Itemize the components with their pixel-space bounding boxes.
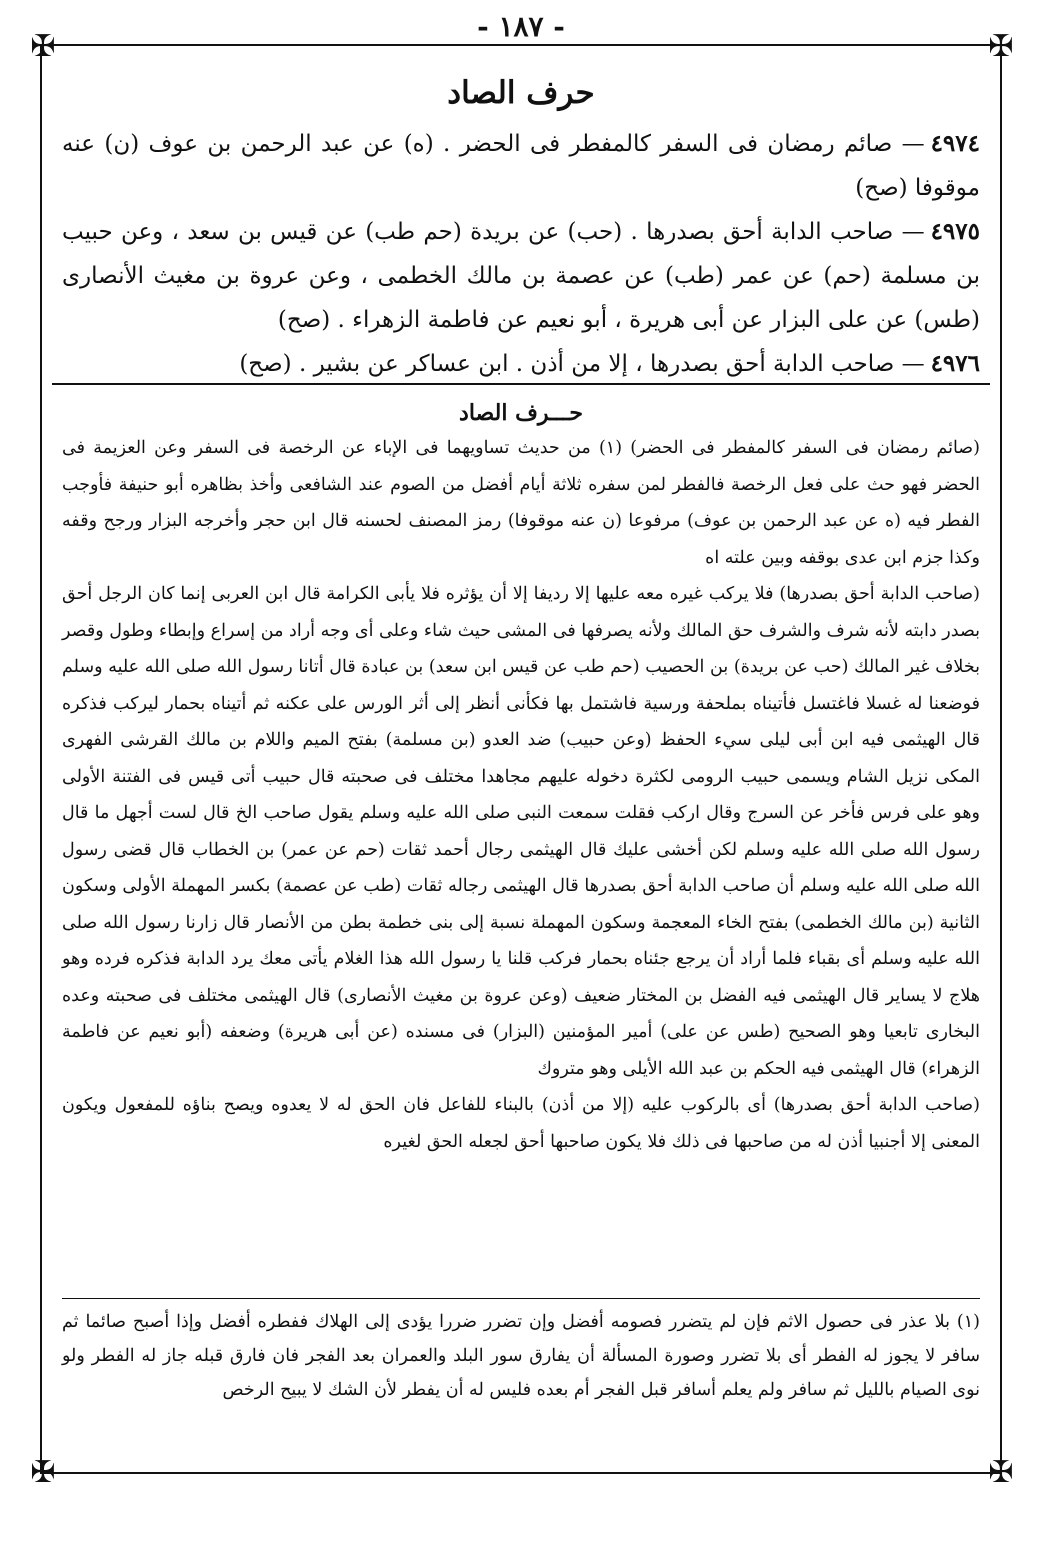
frame-top-line [40, 44, 1002, 46]
commentary-title: حـــرف الصاد [459, 400, 583, 426]
corner-ornament-icon: ✠ [988, 29, 1014, 64]
frame-bottom-line [40, 1472, 1002, 1474]
footnote-block [62, 1305, 980, 1407]
page-number: - ١٨٧ - [477, 10, 565, 43]
commentary-paragraph: (صاحب الدابة أحق بصدرها) أى بالركوب عليه (إلا من أذن) بالبناء للفاعل فان الحق له لا يعدوه ويصح بناؤه للمفعول ويكون المعنى إلا أجنبيا أذن له من صاحبها فى ذلك فلا يكون صاحبها أحق لجعله الحق لغيره [62, 1095, 980, 1152]
hadith-entry [62, 342, 980, 386]
corner-ornament-icon: ✠ [988, 1455, 1014, 1490]
footnote-text: (١) بلا عذر فى حصول الاثم فإن لم يتضرر فصومه أفضل وإن تضرر ضررا يؤدى إلى الهلاك ففطره أفضل وإذا أصبح صائما ثم سافر لا يجوز له الفطر أى بلا تضرر وصورة المسألة أن يفارق سور البلد والعمران بعد الفجر فان فارق قبله جاز له الفطر ولو نوى الصيام بالليل ثم سافر ولم يعلم أسافر قبل الفجر أم بعده فليس له أن يفطر لأن الشك لا يبيح الرخص [62, 1312, 980, 1400]
hadith-text: — صائم رمضان فى السفر كالمفطر فى الحضر . (ه) عن عبد الرحمن بن عوف (ن) عنه موقوفا (صح) [62, 131, 980, 201]
chapter-title: حرف الصاد [447, 75, 595, 111]
hadith-entry [62, 210, 980, 342]
frame-left-line [40, 44, 42, 1474]
corner-ornament-icon: ✠ [30, 1455, 56, 1490]
commentary-block [62, 396, 980, 1160]
hadith-number: ٤٩٧٥ [930, 218, 980, 245]
footnote-divider [62, 1298, 980, 1299]
hadith-number: ٤٩٧٤ [930, 130, 980, 157]
frame-right-line [1000, 44, 1002, 1474]
commentary-paragraph: (صاحب الدابة أحق بصدرها) فلا يركب غيره معه عليها إلا رديفا إلا أن يؤثره فلا يأبى الكرامة قال ابن العربى إنما كان الرجل أحق بصدر دابته لأنه شرف والشرف حق المالك ولأنه يصرفها فى المشى حيث شاء وعلى أى وجه أراد من إسراع وإبطاء وطول وقصر بخلاف غير المالك (حب عن بريدة) بن الحصيب (حم طب عن قيس ابن سعد) بن عبادة قال أتانا رسول الله صلى الله عليه وسلم فوضعنا له غسلا فاغتسل فأتيناه بملحفة ورسية فاشتمل بها فكأنى أنظر إلى أثر الورس على عكنه ثم أتيناه بحمار ليركب فذكره قال الهيثمى فيه ابن أبى ليلى سيء الحفظ (وعن حبيب) ضد العدو (بن مسلمة) بفتح الميم واللام بن مالك القرشى الفهرى المكى نزيل الشام ويسمى حبيب الرومى لكثرة دخوله عليهم مجاهدا مختلف فى صحبته قال حبيب أتى قيس فى الفتنة الأولى وهو على فرس فأخر عن السرج وقال اركب فقلت سمعت النبى صلى الله عليه وسلم يقول صاحب الخ قال لست أجهل ما قال رسول الله صلى الله عليه وسلم لكن أخشى عليك قال الهيثمى رجال أحمد ثقات (حم عن عمر) بن الخطاب قال قضى رسول الله صلى الله عليه وسلم أن صاحب الدابة أحق بصدرها قال الهيثمى رجاله ثقات (طب عن عصمة) بكسر المهملة الأولى وسكون الثانية (بن مالك الخطمى) بفتح الخاء المعجمة وسكون المهملة نسبة إلى بنى خطمة بطن من الأنصار قال زارنا رسول الله صلى الله عليه وسلم أى بقباء فلما أراد أن يرجع جئناه بحمار فركب قلنا يا رسول الله هذا الغلام يأتى معك يرد الدابة فذكره فرده وهو هلاج لا يساير قال الهيثمى فيه الفضل بن المختار ضعيف (وعن عروة بن مغيث الأنصارى) قال الهيثمى مختلف فى صحبته وعده البخارى تابعيا وهو الصحيح (طس عن على) أمير المؤمنين (البزار) فى مسنده (عن أبى هريرة) وضعفه (أبو نعيم عن فاطمة الزهراء) قال الهيثمى فيه الحكم بن عبد الله الأيلى وهو متروك [62, 584, 981, 1079]
hadith-text: — صاحب الدابة أحق بصدرها ، إلا من أذن . ابن عساكر عن بشير . (صح) [239, 351, 925, 377]
main-text-block [62, 70, 980, 386]
commentary-paragraph: (صائم رمضان فى السفر كالمفطر فى الحضر) (١) من حديث تساويهما فى الإباء عن الرخصة فى السفر وعن العزيمة فى الحضر فهو حث على فعل الرخصة فالفطر لمن سفره ثلاثة أيام أفضل من الصوم عند الشافعى وأخذ بظاهره أبو حنيفة فأوجب الفطر فيه (ه عن عبد الرحمن بن عوف) مرفوعا (ن عنه موقوفا) رمز المصنف لحسنه قال ابن حجر وأخرجه البزار ورجح وقفه وكذا جزم ابن عدى بوقفه وبين علته اه [62, 438, 980, 568]
corner-ornament-icon: ✠ [30, 29, 56, 64]
hadith-number: ٤٩٧٦ [930, 350, 980, 377]
hadith-entry [62, 122, 980, 210]
hadith-text: — صاحب الدابة أحق بصدرها . (حب) عن بريدة (حم طب) عن قيس بن سعد ، وعن حبيب بن مسلمة (حم) عن عمر (طب) عن عصمة بن مالك الخطمى ، وعن عروة بن مغيث الأنصارى (طس) عن على البزار عن أبى هريرة ، أبو نعيم عن فاطمة الزهراء . (صح) [62, 219, 980, 333]
